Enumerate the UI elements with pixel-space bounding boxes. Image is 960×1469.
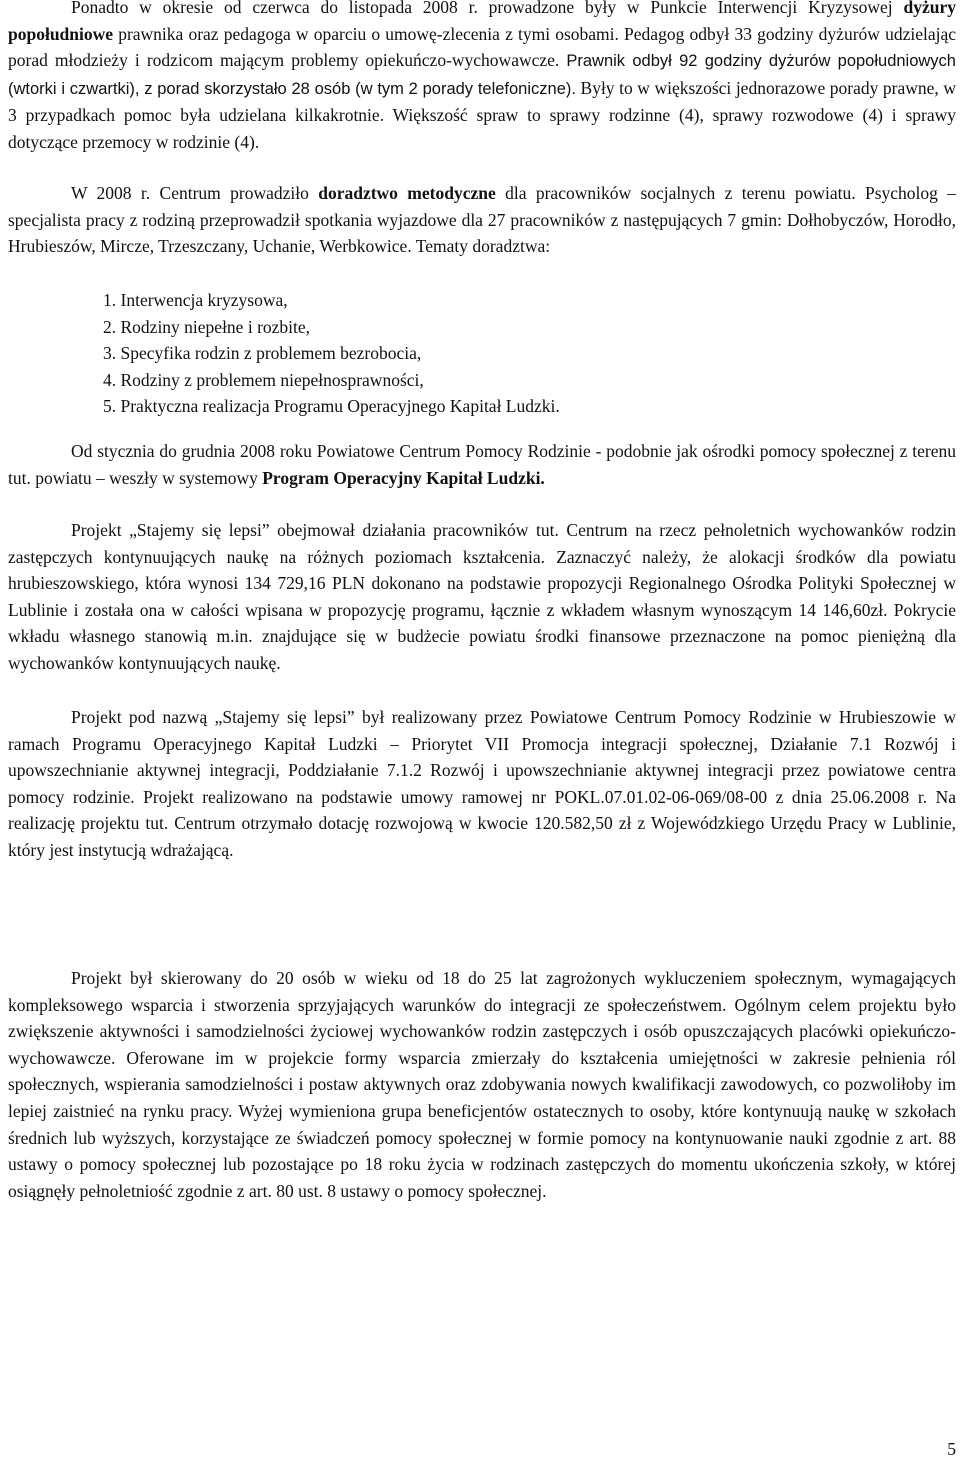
list-item: 3. Specyfika rodzin z problemem bezrobocia,	[103, 343, 422, 364]
list-item: 1. Interwencja kryzysowa,	[103, 290, 288, 310]
paragraph-project-target: Projekt był skierowany do 20 osób w wieku od 18 do 25 lat zagrożonych wykluczeniem społecznym, wymagających kompleksowego wsparcia i stworzenia sprzyjających warunków do integracji ze społeczeństwem. Ogólnym celem projektu było zwiększenie aktywności i samodzielności życiowej wychowanków rodzin zastępczych i osób opuszczających placówki opiekuńczo-wychowawcze. Oferowane im w projekcie formy wsparcia zmierzały do kształcenia umiejętności w zakresie pełnienia ról społecznych, wspierania samodzielności i postaw aktywnych oraz zdobywania nowych kwalifikacji zawodowych, co pozwoliłoby im lepiej zaistnieć na rynku pracy. Wyżej wymieniona grupa beneficjentów ostatecznych to osoby, które kontynuują naukę w szkołach średnich lub wyższych, korzystające ze świadczeń pomocy społecznej w formie pomocy na kontynuowanie nauki zgodnie z art. 88 ustawy o pomocy społecznej lub pozostające po 18 roku życia w rodzinach zastępczych do momentu ukończenia szkoły, w której osiągnęły pełnoletniość zgodnie z art. 80 ust. 8 ustawy o pomocy społecznej.	[8, 968, 956, 1201]
list-item: 5. Praktyczna realizacja Programu Operacyjnego Kapitał Ludzki.	[103, 396, 560, 417]
bold-afternoon-duty: dyżury popołudniowe	[8, 0, 956, 44]
paragraph-methodological-advisory: W 2008 r. Centrum prowadziło doradztwo metodyczne dla pracowników socjalnych z terenu powiatu. Psycholog – specjalista pracy z rodziną przeprowadził spotkania wyjazdowe dla 27 pracowników z następujących 7 gmin: Dołhobyczów, Horodło, Hrubieszów, Mircze, Trzeszczany, Uchanie, Werbkowice. Tematy doradztwa:	[8, 183, 957, 257]
paragraph-project-details: Projekt pod nazwą „Stajemy się lepsi” był realizowany przez Powiatowe Centrum Pomocy Rodzinie w Hrubieszowie w ramach Programu Operacyjnego Kapitał Ludzki – Priorytet VII Promocja integracji społecznej, Działanie 7.1 Rozwój i upowszechnianie aktywnej integracji, Poddziałanie 7.1.2 Rozwój i upowszechnianie aktywnej integracji przez powiatowe centra pomocy rodzinie. Projekt realizowano na podstawie umowy ramowej nr POKL.07.01.02-06-069/08-00 z dnia 25.06.2008 r. Na realizację projektu tut. Centrum otrzymało dotację rozwojową w kwocie 120.582,50 zł z Wojewódzkiego Urzędu Pracy w Lublinie, który jest instytucją wdrażającą.	[8, 707, 956, 860]
paragraph-crisis-intervention-duty: Ponadto w okresie od czerwca do listopada 2008 r. prowadzone były w Punkcie Interwencji Kryzysowej dyżury popołudniowe prawnika oraz pedagoga w oparciu o umowę-zlecenia z tymi osobami. Pedagog odbył 33 godziny dyżurów udzielając porad młodzieży i rodzicom mającym problemy opiekuńczo-wychowawcze. Prawnik odbył 92 godziny dyżurów popołudniowych (wtorki i czwartki), z porad skorzystało 28 osób (w tym 2 porady telefoniczne). Były to w większości jednorazowe porady prawne, w 3 przypadkach pomoc była udzielana kilkakrotnie. Większość spraw to sprawy rodzinne (4), sprawy rozwodowe (4) i sprawy dotyczące przemocy w rodzinie (4).	[8, 0, 956, 156]
advisory-topics-list	[8, 287, 956, 420]
list-item: 2. Rodziny niepełne i rozbite,	[103, 316, 311, 337]
page-number: 5	[947, 1439, 956, 1459]
list-item: 4. Rodziny z problemem niepełnosprawności,	[103, 369, 424, 390]
paragraph-pokl-intro: Od stycznia do grudnia 2008 roku Powiatowe Centrum Pomocy Rodzinie - podobnie jak ośrodki pomocy społecznej z terenu tut. powiatu – weszły w systemowy Program Operacyjny Kapitał Ludzki.	[8, 441, 956, 488]
bold-methodological-advisory: doradztwo metodyczne	[318, 183, 496, 203]
paragraph-project-stajemy: Projekt „Stajemy się lepsi” obejmował działania pracowników tut. Centrum na rzecz pełnoletnich wychowanków rodzin zastępczych kontynuujących naukę na różnych poziomach kształcenia. Zaznaczyć należy, że alokacji środków dla powiatu hrubieszowskiego, która wynosi 134 729,16 PLN dokonano na podstawie propozycji Regionalnego Ośrodka Polityki Społecznej w Lublinie i została ona w całości wpisana w propozycję programu, łącznie z wkładem własnym wynoszącym 14 146,60zł. Pokrycie wkładu własnego stanowią m.in. znajdujące się w budżecie powiatu środki finansowe przeznaczone na pomoc pieniężną dla wychowanków kontynuujących naukę.	[8, 520, 956, 673]
lawyer-duty-sentence: Prawnik odbył 92 godziny dyżurów popołudniowych (wtorki i czwartki), z porad skorzystało 28 osób (w tym 2 porady telefoniczne).	[8, 52, 956, 98]
bold-program-name: Program Operacyjny Kapitał Ludzki.	[262, 467, 545, 488]
